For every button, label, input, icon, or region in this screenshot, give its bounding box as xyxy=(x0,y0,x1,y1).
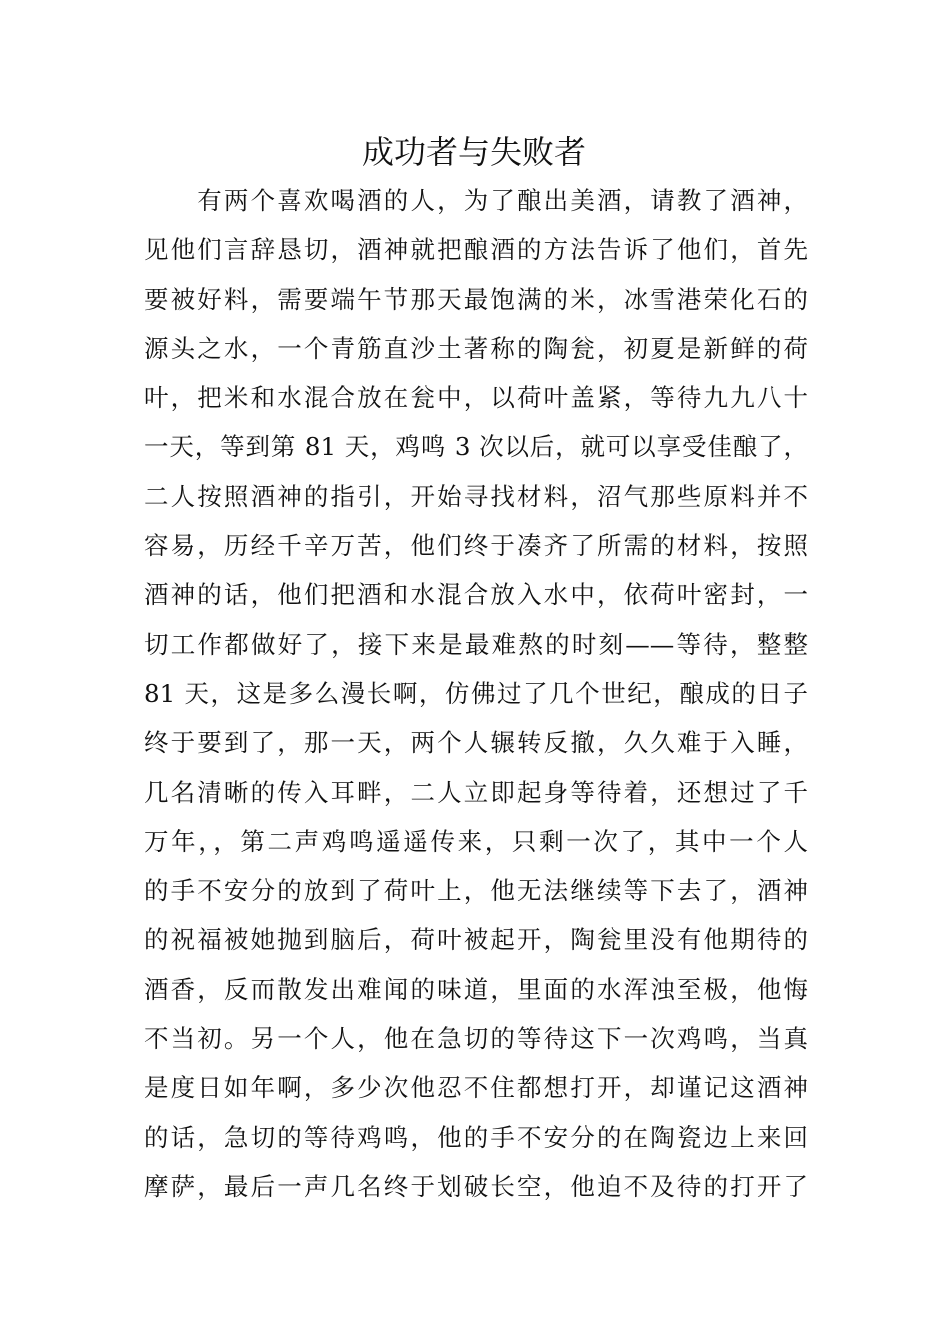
text-line: 酒香，反而散发出难闻的味道，里面的水浑浊至极，他悔 xyxy=(144,974,808,1004)
text-line: 不当初。另一个人，他在急切的等待这下一次鸡鸣，当真 xyxy=(144,1024,808,1054)
text-line: 万年，，第二声鸡鸣遥遥传来，只剩一次了，其中一个人 xyxy=(144,826,808,856)
text-line: 是度日如年啊，多少次他忍不住都想打开，却谨记这酒神 xyxy=(144,1073,808,1103)
text-line: 摩萨，最后一声几名终于划破长空，他迫不及待的打开了 xyxy=(144,1171,808,1201)
text-line: 的手不安分的放到了荷叶上，他无法继续等下去了，酒神 xyxy=(144,876,808,906)
text-line: 有两个喜欢喝酒的人，为了酿出美酒，请教了酒神， xyxy=(144,186,808,215)
text-line: 几名清晰的传入耳畔，二人立即起身等待着，还想过了千 xyxy=(144,777,808,807)
text-line: 切工作都做好了，接下来是最难熬的时刻——等待，整整 xyxy=(144,629,808,659)
body-paragraph xyxy=(144,176,808,1211)
text-line: 源头之水，一个青筋直沙土著称的陶瓮，初夏是新鲜的荷 xyxy=(144,333,808,363)
text-line: 一天，等到第 81 天，鸡鸣 3 次以后，就可以享受佳酿了， xyxy=(144,432,808,462)
document-title: 成功者与失败者 xyxy=(361,133,586,171)
text-line: 容易，历经千辛万苦，他们终于凑齐了所需的材料，按照 xyxy=(144,531,808,561)
text-line: 酒神的话，他们把酒和水混合放入水中，依荷叶密封，一 xyxy=(144,580,808,610)
text-line: 终于要到了，那一天，两个人辗转反撤，久久难于入睡， xyxy=(144,728,808,758)
text-line: 的话，急切的等待鸡鸣，他的手不安分的在陶瓷边上来回 xyxy=(144,1122,808,1152)
text-line: 81 天，这是多么漫长啊，仿佛过了几个世纪，酿成的日子 xyxy=(144,678,808,708)
text-line: 要被好料，需要端午节那天最饱满的米，冰雪港荣化石的 xyxy=(144,284,808,314)
text-line: 见他们言辞恳切，酒神就把酿酒的方法告诉了他们，首先 xyxy=(144,235,808,265)
text-line: 叶，把米和水混合放在瓮中，以荷叶盖紧，等待九九八十 xyxy=(144,383,808,413)
text-line: 的祝福被她抛到脑后，荷叶被起开，陶瓮里没有他期待的 xyxy=(144,925,808,955)
text-line: 二人按照酒神的指引，开始寻找材料，沼气那些原料并不 xyxy=(144,481,808,511)
